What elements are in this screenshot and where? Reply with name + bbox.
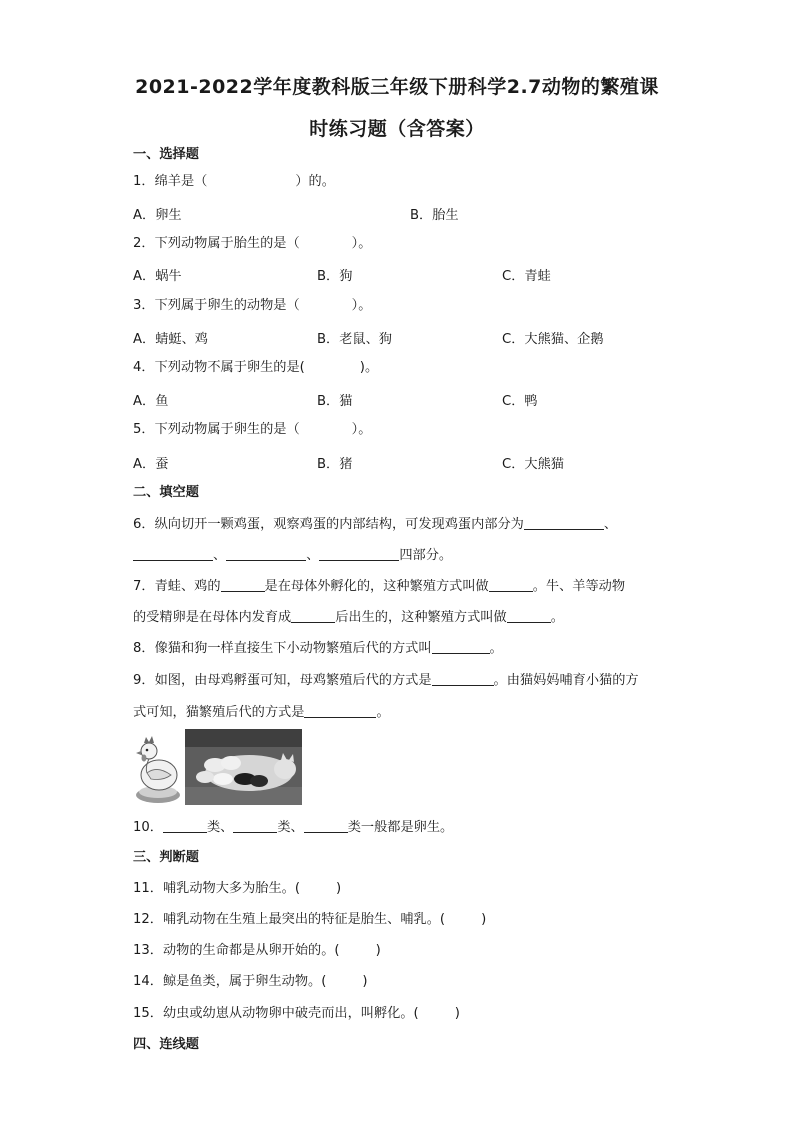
question-5-options bbox=[133, 453, 693, 471]
question-5-stem: 5．下列动物属于卵生的是（ bbox=[133, 422, 300, 437]
separator: 、 bbox=[603, 517, 618, 532]
question-9-text: 9．如图，由母鸡孵蛋可知，母鸡繁殖后代的方式是 bbox=[133, 673, 432, 688]
question-15-stem: 15．幼虫或幼崽从动物卵中破壳而出，叫孵化。( bbox=[133, 1006, 419, 1021]
section-heading-true-false: 三、判断题 bbox=[133, 850, 199, 865]
question-2 bbox=[133, 235, 371, 253]
question-1-end: ）的。 bbox=[295, 174, 335, 189]
answer-blank[interactable] bbox=[319, 546, 399, 561]
answer-blank[interactable] bbox=[507, 608, 551, 623]
answer-blank[interactable] bbox=[432, 671, 494, 686]
answer-blank[interactable] bbox=[221, 577, 265, 592]
option-b: B．狗 bbox=[317, 269, 353, 284]
question-12-stem: 12．哺乳动物在生殖上最突出的特征是胎生、哺乳。( bbox=[133, 912, 446, 927]
option-b: B．胎生 bbox=[410, 208, 459, 223]
question-10-text: 类、 bbox=[277, 820, 304, 835]
page-title-line-2: 时练习题（含答案） bbox=[309, 118, 485, 140]
question-6-stem: 6．纵向切开一颗鸡蛋，观察鸡蛋的内部结构，可发现鸡蛋内部分为 bbox=[133, 517, 524, 532]
question-7-text: 的受精卵是在母体内发育成 bbox=[133, 610, 292, 625]
answer-blank[interactable] bbox=[163, 818, 207, 833]
option-b: B．猫 bbox=[317, 394, 353, 409]
question-7-text: 。 bbox=[550, 610, 564, 625]
question-14 bbox=[133, 973, 368, 991]
question-8 bbox=[133, 639, 503, 658]
answer-blank[interactable] bbox=[133, 546, 213, 561]
separator: 、 bbox=[213, 548, 227, 563]
option-c: C．青蛙 bbox=[502, 269, 551, 284]
question-10 bbox=[133, 818, 453, 837]
question-5-end: ）。 bbox=[351, 422, 372, 437]
question-3-options bbox=[133, 328, 693, 346]
question-2-end: ）。 bbox=[351, 236, 372, 251]
question-9-line-2 bbox=[133, 703, 390, 722]
option-c: C．鸭 bbox=[502, 394, 538, 409]
question-4-options bbox=[133, 390, 693, 408]
question-5 bbox=[133, 421, 371, 439]
answer-blank[interactable] bbox=[226, 546, 306, 561]
option-b: B．老鼠、狗 bbox=[317, 332, 392, 347]
question-9-line-1 bbox=[133, 671, 639, 690]
answer-blank[interactable] bbox=[432, 639, 490, 654]
question-3-end: ）。 bbox=[351, 298, 372, 313]
question-7-text: 是在母体外孵化的，这种繁殖方式叫做 bbox=[264, 579, 489, 594]
question-8-stem: 8．像猫和狗一样直接生下小动物繁殖后代的方式叫 bbox=[133, 641, 432, 656]
question-2-options bbox=[133, 265, 693, 283]
question-13-end: ) bbox=[375, 943, 381, 958]
question-10-number: 10． bbox=[133, 820, 163, 835]
question-14-end: ) bbox=[362, 974, 368, 989]
question-9-text: 。由猫妈妈哺育小猫的方 bbox=[493, 673, 639, 688]
question-15 bbox=[133, 1005, 460, 1023]
question-13-stem: 13．动物的生命都是从卵开始的。( bbox=[133, 943, 340, 958]
question-7-line-1 bbox=[133, 577, 625, 596]
question-11 bbox=[133, 880, 341, 898]
question-12-end: ) bbox=[481, 912, 487, 927]
answer-blank[interactable] bbox=[291, 608, 335, 623]
question-6-line-1 bbox=[133, 515, 617, 534]
option-a: A．蜻蜓、鸡 bbox=[133, 332, 208, 347]
section-heading-matching: 四、连线题 bbox=[133, 1037, 199, 1052]
question-15-end: ) bbox=[454, 1006, 460, 1021]
question-7-text: 7．青蛙、鸡的 bbox=[133, 579, 221, 594]
question-11-end: ) bbox=[336, 881, 342, 896]
question-3-stem: 3．下列属于卵生的动物是（ bbox=[133, 298, 300, 313]
option-a: A．卵生 bbox=[133, 208, 182, 223]
section-heading-fill-blank: 二、填空题 bbox=[133, 485, 199, 500]
question-13 bbox=[133, 942, 381, 960]
question-10-text: 类一般都是卵生。 bbox=[347, 820, 454, 835]
option-c: C．大熊猫、企鹅 bbox=[502, 332, 604, 347]
question-7-text: 。牛、羊等动物 bbox=[532, 579, 626, 594]
question-11-stem: 11．哺乳动物大多为胎生。( bbox=[133, 881, 300, 896]
option-a: A．蜗牛 bbox=[133, 269, 182, 284]
answer-blank[interactable] bbox=[304, 818, 348, 833]
question-1-options bbox=[133, 204, 693, 222]
question-4-end: )。 bbox=[359, 360, 379, 375]
question-6-line-2 bbox=[133, 546, 452, 565]
answer-blank[interactable] bbox=[233, 818, 277, 833]
option-b: B．猪 bbox=[317, 457, 353, 472]
question-8-end: 。 bbox=[489, 641, 503, 656]
question-1-stem: 1．绵羊是（ bbox=[133, 174, 208, 189]
answer-blank[interactable] bbox=[524, 515, 604, 530]
hen-incubating-eggs-image bbox=[133, 729, 183, 805]
question-3 bbox=[133, 297, 371, 315]
question-1 bbox=[133, 173, 335, 191]
question-2-stem: 2．下列动物属于胎生的是（ bbox=[133, 236, 300, 251]
question-7-text: 后出生的，这种繁殖方式叫做 bbox=[335, 610, 507, 625]
question-9-text: 式可知，猫繁殖后代的方式是 bbox=[133, 705, 305, 720]
answer-blank[interactable] bbox=[489, 577, 533, 592]
option-c: C．大熊猫 bbox=[502, 457, 564, 472]
question-4-stem: 4．下列动物不属于卵生的是( bbox=[133, 360, 305, 375]
question-4 bbox=[133, 359, 378, 377]
option-a: A．鱼 bbox=[133, 394, 169, 409]
page-title-line-1: 2021-2022学年度教科版三年级下册科学2.7动物的繁殖课 bbox=[135, 76, 659, 98]
question-6-end: 四部分。 bbox=[399, 548, 453, 563]
question-9-text: 。 bbox=[376, 705, 390, 720]
section-heading-choice: 一、选择题 bbox=[133, 147, 199, 162]
separator: 、 bbox=[306, 548, 320, 563]
question-14-stem: 14．鲸是鱼类，属于卵生动物。( bbox=[133, 974, 327, 989]
question-7-line-2 bbox=[133, 608, 564, 627]
cat-nursing-kittens-image bbox=[185, 729, 302, 805]
question-10-text: 类、 bbox=[206, 820, 234, 835]
question-12 bbox=[133, 911, 486, 929]
answer-blank[interactable] bbox=[304, 703, 376, 718]
option-a: A．蚕 bbox=[133, 457, 169, 472]
